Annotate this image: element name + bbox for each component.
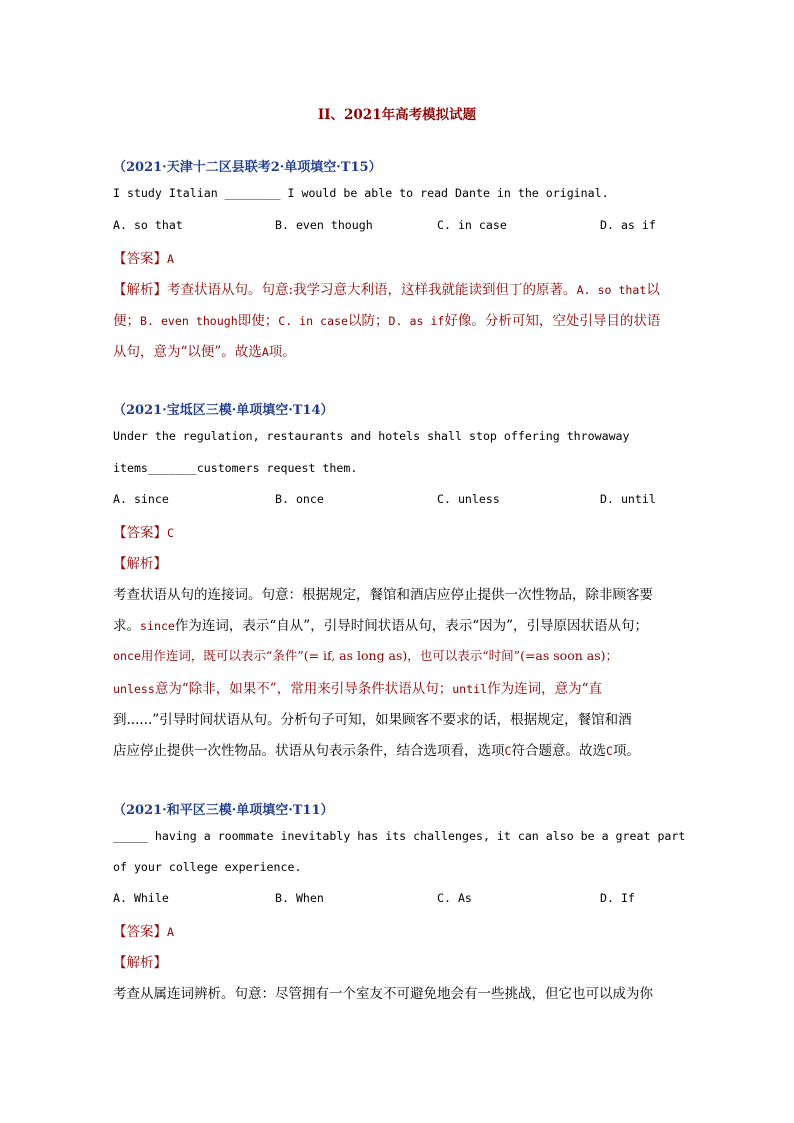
analysis-code: D. as if <box>388 314 445 328</box>
q1-analysis-line-1 <box>113 278 660 298</box>
q1-source: （2021·天津十二区县联考2·单项填空·T15） <box>113 160 382 175</box>
analysis-text: 考查状语从句的连接词。句意：根据规定，餐馆和酒店应停止提供一次性物品，除非顾客要 <box>113 587 653 603</box>
analysis-text: 求。 <box>113 618 140 634</box>
analysis-text: 好像。分析可知，空处引导目的状语 <box>444 313 661 329</box>
analysis-text: 意为“除非，如果不”，常用来引导条件状语从句； <box>154 681 453 697</box>
q3-option-d: D. If <box>600 891 635 905</box>
analysis-code: C <box>504 744 512 758</box>
answer-value: A <box>167 252 174 266</box>
q1-option-b: B. even though <box>275 218 373 232</box>
q1-analysis-line-2 <box>113 309 660 329</box>
q3-analysis-label: 【解析】 <box>113 955 167 971</box>
q2-analysis-line-2 <box>113 614 648 634</box>
q2-stem-line-2: items_______customers request them. <box>113 461 358 475</box>
q3-option-c: C. As <box>437 891 472 905</box>
q3-option-b: B. When <box>275 891 324 905</box>
analysis-text: 到......”引导时间状语从句。分析句子可知，如果顾客不要求的话，根据规定，餐馆和酒 <box>113 712 632 728</box>
q2-analysis-line-4 <box>113 677 602 697</box>
answer-label: 【答案】 <box>113 525 167 541</box>
analysis-text: 用作连词，既可以表示“条件”(= if, as long as)，也可以表示“时间”(=as soon as)； <box>140 648 618 663</box>
q1-option-c: C. in case <box>437 218 507 232</box>
analysis-code: once <box>113 649 141 663</box>
q2-analysis-label: 【解析】 <box>113 556 167 572</box>
analysis-text: 以 <box>646 282 660 298</box>
q3-answer <box>113 920 174 940</box>
q1-answer <box>113 247 174 267</box>
q2-analysis-line-1 <box>113 583 653 603</box>
analysis-code: A <box>261 345 269 359</box>
q3-analysis-line-1: 考查从属连词辨析。句意：尽管拥有一个室友不可避免地会有一些挑战，但它也可以成为你 <box>113 986 653 1002</box>
q2-option-d: D. until <box>600 492 656 506</box>
q2-answer <box>113 521 174 541</box>
q2-option-a: A. since <box>113 492 169 506</box>
q3-source: （2021·和平区三模·单项填空·T11） <box>113 803 334 818</box>
analysis-text: 项。 <box>268 344 296 360</box>
analysis-text: 符合题意。故选 <box>511 743 606 759</box>
answer-value: C <box>167 526 174 540</box>
answer-label: 【答案】 <box>113 251 167 267</box>
page-title: II、2021年高考模拟试题 <box>317 107 477 123</box>
q3-stem-line-1: _____ having a roommate inevitably has its challenges, it can also be a great part <box>113 829 686 843</box>
q1-analysis-line-3 <box>113 340 296 360</box>
q3-option-a: A. While <box>113 891 169 905</box>
analysis-label: 【解析】 <box>113 282 167 298</box>
analysis-text: 作为连词，意为“直 <box>487 681 603 697</box>
analysis-text: 作为连词，表示“自从”，引导时间状语从句，表示“因为”，引导原因状语从句； <box>174 618 649 634</box>
analysis-text: 即使； <box>237 313 279 329</box>
q2-analysis-line-3 <box>113 646 618 664</box>
q2-stem-line-1: Under the regulation, restaurants and hotels shall stop offering throwaway <box>113 429 630 443</box>
answer-label: 【答案】 <box>113 924 167 940</box>
analysis-code: C <box>605 744 613 758</box>
q2-analysis-line-6 <box>113 739 640 759</box>
analysis-text: 项。 <box>612 743 640 759</box>
q1-option-a: A. so that <box>113 218 183 232</box>
analysis-text: 便； <box>113 313 140 329</box>
q2-source: （2021·宝坻区三模·单项填空·T14） <box>113 403 334 418</box>
analysis-text: 考查状语从句。句意:我学习意大利语，这样我就能读到但丁的原著。 <box>167 282 577 298</box>
analysis-text: 从句，意为“以便”。故选 <box>113 344 262 360</box>
analysis-code: since <box>140 619 175 633</box>
q2-option-b: B. once <box>275 492 324 506</box>
analysis-text: 以防； <box>348 313 389 329</box>
analysis-code: unless <box>113 682 155 696</box>
analysis-text: 店应停止提供一次性物品。状语从句表示条件，结合选项看，选项 <box>113 743 505 759</box>
analysis-code: A. so that <box>576 283 647 297</box>
q2-analysis-line-5 <box>113 708 632 728</box>
answer-value: A <box>167 925 174 939</box>
analysis-code: B. even though <box>140 314 238 328</box>
analysis-code: C. in case <box>278 314 349 328</box>
q1-option-d: D. as if <box>600 218 656 232</box>
analysis-code: until <box>452 682 488 696</box>
q2-option-c: C. unless <box>437 492 500 506</box>
q1-stem: I study Italian ________ I would be able to read Dante in the original. <box>113 186 609 200</box>
q3-stem-line-2: of your college experience. <box>113 860 302 874</box>
